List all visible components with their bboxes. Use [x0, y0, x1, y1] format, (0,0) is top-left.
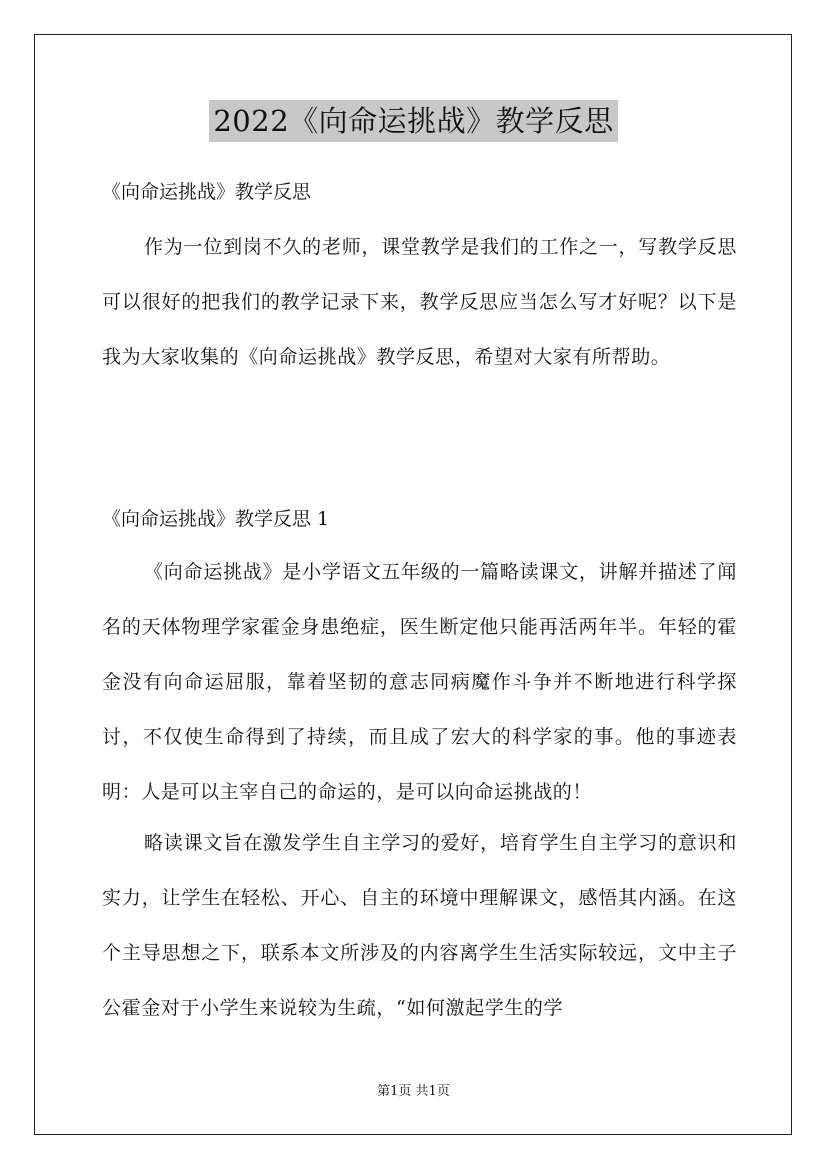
document-title: 2022《向命运挑战》教学反思: [209, 100, 617, 142]
body-paragraph-1: 《向命运挑战》是小学语文五年级的一篇略读课文，讲解并描述了闻名的天体物理学家霍金身患绝症，医生断定他只能再活两年半。年轻的霍金没有向命运屈服，靠着坚韧的意志同病魔作斗争并不断地进行科学探讨，不仅使生命得到了持续，而且成了宏大的科学家的事。他的事迹表明：人是可以主宰自己的命运的，是可以向命运挑战的！: [102, 561, 737, 803]
body-paragraph-2: 略读课文旨在激发学生自主学习的爱好，培育学生自主学习的意识和实力，让学生在轻松、开心、自主的环境中理解课文，感悟其内涵。在这个主导思想之下，联系本文所涉及的内容离学生生活实际较远，文中主子公霍金对于小学生来说较为生疏，“如何激起学生的学: [102, 832, 737, 1019]
page-footer: 第1页 共1页: [377, 1084, 450, 1099]
document-subtitle: 《向命运挑战》教学反思: [102, 181, 312, 203]
intro-paragraph: 作为一位到岗不久的老师，课堂教学是我们的工作之一，写教学反思可以很好的把我们的教学记录下来，教学反思应当怎么写才好呢？以下是我为大家收集的《向命运挑战》教学反思，希望对大家有所帮助。: [102, 236, 737, 368]
section-heading: 《向命运挑战》教学反思 1: [102, 508, 330, 530]
title-wrap: [0, 100, 827, 142]
